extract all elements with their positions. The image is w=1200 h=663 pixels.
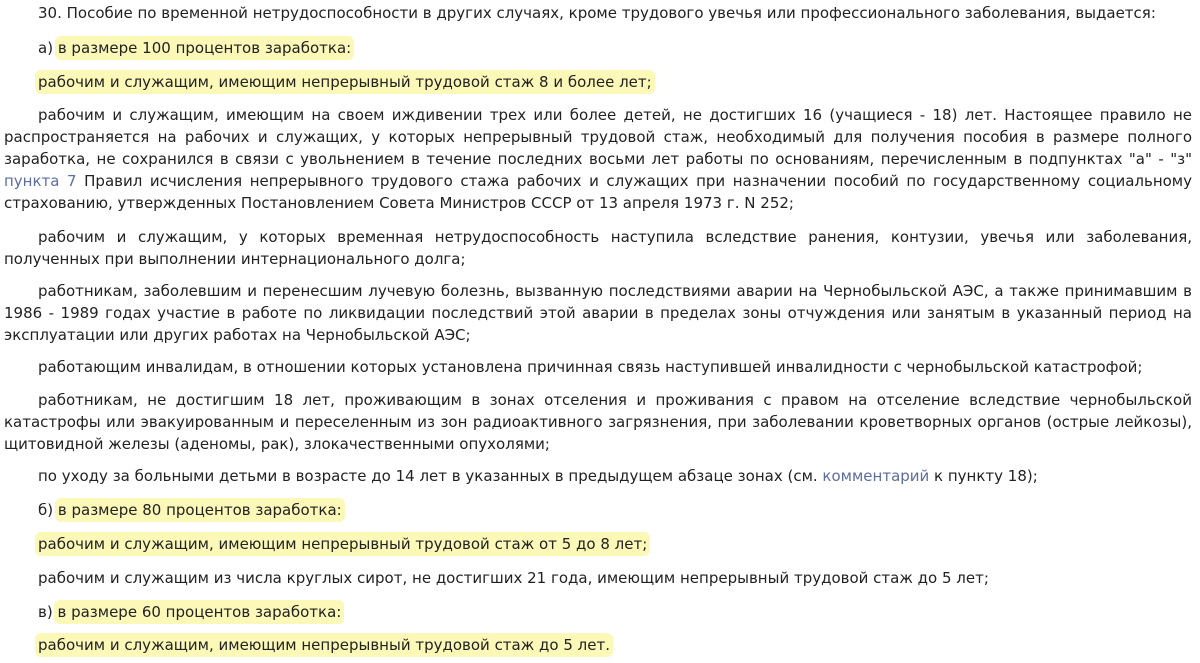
subsection-letter: б) — [38, 501, 58, 519]
paragraph-text: по уходу за больными детьми в возрасте до 14 лет в указанных в предыдущем абзаце зонах (см. — [38, 467, 823, 485]
highlighted-text: в размере 60 процентов заработка: — [57, 603, 342, 621]
subsection-b-item-1 — [4, 533, 1192, 555]
subsection-b-heading — [4, 499, 1192, 521]
subsection-c-heading — [4, 601, 1192, 623]
highlighted-text: рабочим и служащим, имеющим непрерывный трудовой стаж до 5 лет. — [38, 636, 610, 654]
paragraph-text: к пункту 18); — [929, 467, 1038, 485]
subsection-a-item-1 — [4, 71, 1192, 93]
paragraph-text: рабочим и служащим, у которых временная нетрудоспособность наступила вследствие ранения, контузии, увечья или заболевания, полученных при выполнении интернационального долга; — [4, 228, 1192, 268]
paragraph-30-intro — [4, 2, 1192, 24]
subsection-a-heading — [4, 37, 1192, 59]
subsection-a-item-4 — [4, 280, 1192, 346]
paragraph-text: работникам, заболевшим и перенесшим лучевую болезнь, вызванную последствиями аварии на Чернобыльской АЭС, а также принимавшим в 1986 - 1989 годах участие в работе по ликвидации последствий этой аварии в пределах зоны отчуждения или занятым в указанный период на эксплуатации или других работах на Чернобыльской АЭС; — [4, 282, 1192, 344]
paragraph-text: 30. Пособие по временной нетрудоспособности в других случаях, кроме трудового увечья или профессионального заболевания, выдается: — [38, 4, 1156, 22]
link-kommentariy[interactable]: комментарий — [822, 467, 930, 485]
subsection-letter: а) — [38, 39, 58, 57]
paragraph-text: Правил исчисления непрерывного трудового стажа рабочих и служащих при назначении пособий по государственному социальному страхованию, утвержденных Постановлением Совета Министров СССР от 13 апреля 1973 г. N 252; — [4, 172, 1192, 212]
subsection-a-item-7 — [4, 465, 1192, 487]
subsection-c-item-1 — [4, 634, 1192, 656]
paragraph-text: работникам, не достигшим 18 лет, проживающим в зонах отселения и проживания с правом на отселение вследствие чернобыльской катастрофы или эвакуированным и переселенным из зон радиоактивного загрязнения, при заболевании кроветворных органов (острые лейкозы), щитовидной железы (аденомы, рак), злокачественными опухолями; — [4, 391, 1192, 453]
link-punkt-7[interactable]: пункта 7 — [4, 172, 77, 190]
subsection-b-item-2 — [4, 567, 1192, 589]
subsection-letter: в) — [38, 603, 58, 621]
paragraph-text: рабочим и служащим, имеющим на своем иждивении трех или более детей, не достигших 16 (учащиеся - 18) лет. Настоящее правило не распространяется на рабочих и служащих, у которых непрерывный трудовой стаж, необходимый для получения пособия в размере полного заработка, не сохранился в связи с увольнением в течение последних восьми лет работы по основаниям, перечисленным в подпунктах "а" - "з" — [4, 106, 1192, 168]
highlighted-text: в размере 100 процентов заработка: — [57, 39, 352, 57]
subsection-a-item-2 — [4, 104, 1192, 214]
highlighted-text: рабочим и служащим, имеющим непрерывный трудовой стаж от 5 до 8 лет; — [38, 535, 648, 553]
paragraph-text: работающим инвалидам, в отношении которых установлена причинная связь наступившей инвалидности с чернобыльской катастрофой; — [38, 358, 1143, 376]
subsection-a-item-6 — [4, 389, 1192, 455]
subsection-a-item-5 — [4, 356, 1192, 378]
highlighted-text: в размере 80 процентов заработка: — [57, 501, 342, 519]
paragraph-text: рабочим и служащим из числа круглых сирот, не достигших 21 года, имеющим непрерывный трудовой стаж до 5 лет; — [38, 569, 989, 587]
highlighted-text: рабочим и служащим, имеющим непрерывный трудовой стаж 8 и более лет; — [38, 73, 652, 91]
subsection-a-item-3 — [4, 226, 1192, 270]
